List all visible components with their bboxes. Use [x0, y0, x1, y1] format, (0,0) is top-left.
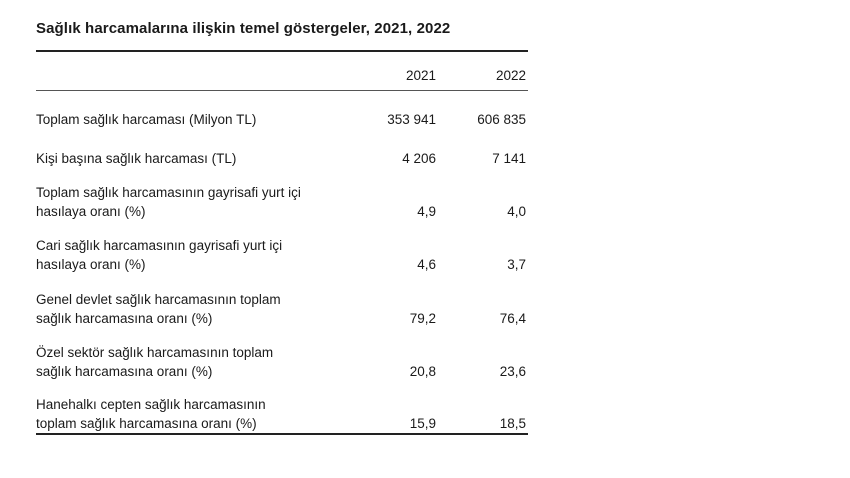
row-label: Cari sağlık harcamasının gayrisafi yurt içi hasılaya oranı (%) — [36, 238, 283, 272]
value-2022: 3,7 — [507, 257, 526, 272]
value-2022: 23,6 — [499, 364, 526, 379]
value-2022: 606 835 — [477, 112, 526, 127]
bottom-rule — [36, 433, 528, 435]
row-label: Kişi başına sağlık harcaması (TL) — [36, 151, 237, 166]
value-2022: 76,4 — [499, 311, 526, 326]
value-2021: 4 206 — [402, 151, 436, 166]
row-label: Toplam sağlık harcaması (Milyon TL) — [36, 112, 257, 127]
value-2021: 79,2 — [409, 311, 436, 326]
value-2021: 353 941 — [387, 112, 436, 127]
header-rule — [36, 90, 528, 91]
value-2022: 18,5 — [499, 416, 526, 431]
value-2021: 4,6 — [417, 257, 436, 272]
row-label: Özel sektör sağlık harcamasının toplam sağlık harcamasına oranı (%) — [36, 345, 274, 379]
table-title: Sağlık harcamalarına ilişkin temel göstergeler, 2021, 2022 — [36, 20, 451, 37]
top-rule — [36, 50, 528, 52]
row-label: Hanehalkı cepten sağlık harcamasının toplam sağlık harcamasına oranı (%) — [36, 397, 266, 431]
value-2022: 7 141 — [492, 151, 526, 166]
column-header-2021: 2021 — [405, 68, 436, 83]
value-2021: 15,9 — [409, 416, 436, 431]
row-label: Genel devlet sağlık harcamasının toplam sağlık harcamasına oranı (%) — [36, 292, 281, 326]
row-label: Toplam sağlık harcamasının gayrisafi yurt içi hasılaya oranı (%) — [36, 185, 301, 219]
column-header-2022: 2022 — [495, 68, 526, 83]
value-2021: 4,9 — [417, 204, 436, 219]
value-2022: 4,0 — [507, 204, 526, 219]
value-2021: 20,8 — [409, 364, 436, 379]
